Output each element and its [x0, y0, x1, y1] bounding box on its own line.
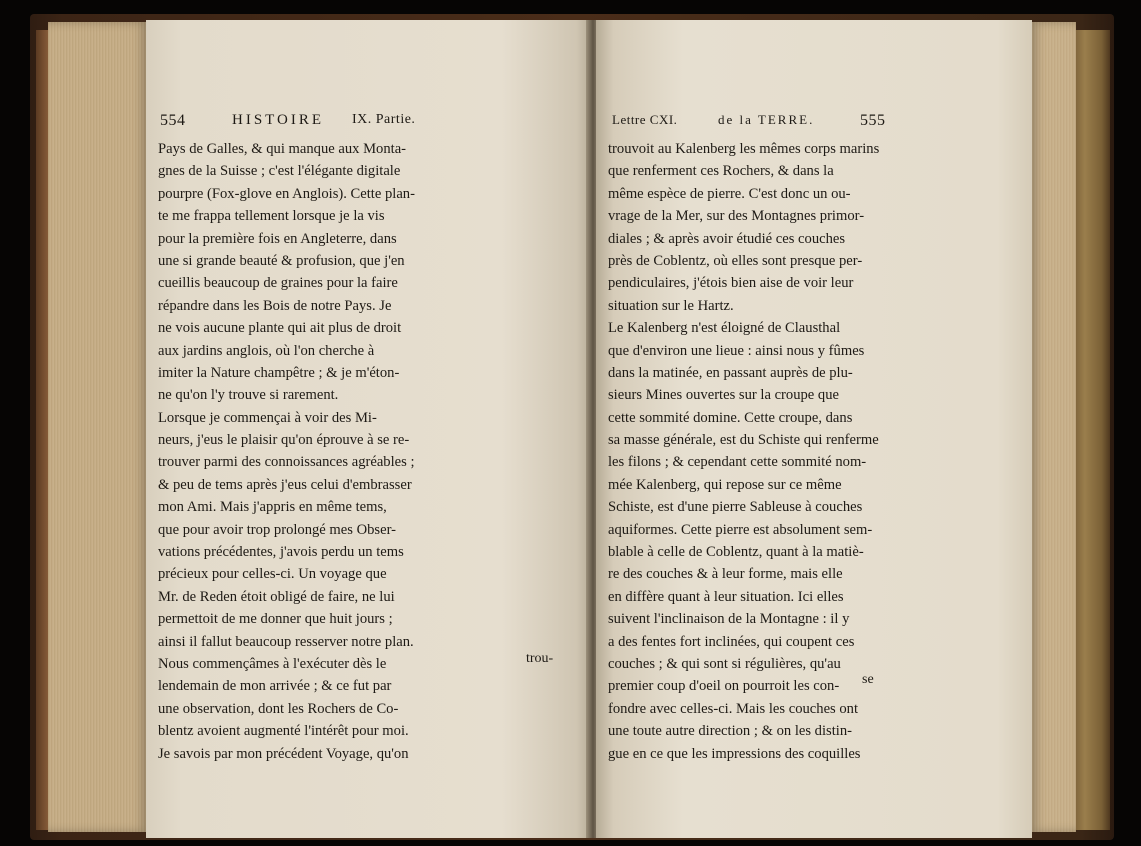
- left-text-line: imiter la Nature champêtre ; & je m'éton-: [158, 364, 400, 381]
- right-text-line: une toute autre direction ; & on les distin-: [608, 723, 852, 740]
- right-catchword: se: [862, 672, 874, 687]
- left-text-line: trouver parmi des connoissances agréables ;: [158, 454, 415, 471]
- right-text-line: dans la matinée, en passant auprès de plu-: [608, 364, 853, 381]
- left-text-line: répandre dans les Bois de notre Pays. Je: [158, 297, 392, 314]
- left-page-text: [158, 138, 572, 765]
- right-text-line: que renferment ces Rochers, & dans la: [608, 163, 834, 180]
- right-text-line: suivent l'inclinaison de la Montagne : il y: [608, 611, 850, 628]
- right-text-line: couches ; & qui sont si régulières, qu'au: [608, 655, 841, 672]
- left-part-label: IX. Partie.: [352, 112, 416, 127]
- right-text-line: pendiculaires, j'étois bien aise de voir leur: [608, 275, 854, 292]
- right-text-line: Schiste, est d'une pierre Sableuse à couches: [608, 499, 863, 516]
- right-text-line: les filons ; & cependant cette sommité nom-: [608, 454, 867, 471]
- left-text-line: lendemain de mon arrivée ; & ce fut par: [158, 678, 392, 695]
- right-running-title: de la TERRE.: [718, 112, 815, 127]
- right-text-line: diales ; & après avoir étudié ces couches: [608, 230, 846, 247]
- right-text-line: blable à celle de Coblentz, quant à la matiè-: [608, 544, 864, 561]
- left-text-line: ne vois aucune plante qui ait plus de droit: [158, 320, 402, 337]
- right-running-letter: Lettre CXI.: [612, 112, 678, 127]
- right-text-line: aquiformes. Cette pierre est absolument sem-: [608, 521, 873, 538]
- right-text-line: que d'environ une lieue : ainsi nous y fûmes: [608, 342, 865, 359]
- left-running-title: HISTOIRE: [232, 112, 325, 128]
- left-text-line: te me frappa tellement lorsque je la vis: [158, 208, 385, 225]
- left-text-line: ne qu'on l'y trouve si rarement.: [158, 387, 339, 404]
- left-text-line: Mr. de Reden étoit obligé de faire, ne lui: [158, 588, 395, 605]
- left-text-line: Je savois par mon précédent Voyage, qu'on: [158, 745, 409, 762]
- right-text-line: a des fentes fort inclinées, qui coupent ces: [608, 633, 855, 650]
- right-text-line: trouvoit au Kalenberg les mêmes corps marins: [608, 141, 880, 157]
- left-text-line: précieux pour celles-ci. Un voyage que: [158, 566, 387, 583]
- right-page: [596, 20, 1032, 838]
- left-text-line: ainsi il fallut beaucoup resserver notre plan.: [158, 633, 414, 650]
- left-text-line: & peu de tems après j'eus celui d'embrasser: [158, 476, 412, 493]
- right-page-number: 555: [860, 112, 886, 129]
- left-text-line: neurs, j'eus le plaisir qu'on éprouve à se re-: [158, 432, 410, 449]
- right-text-line: gue en ce que les impressions des coquilles: [608, 745, 861, 762]
- left-text-line: permettoit de me donner que huit jours ;: [158, 611, 393, 628]
- right-text-line: vrage de la Mer, sur des Montagnes primor-: [608, 208, 865, 225]
- left-text-line: mon Ami. Mais j'appris en même tems,: [158, 499, 387, 516]
- left-catchword: trou-: [526, 651, 554, 666]
- left-text-line: pour la première fois en Angleterre, dans: [158, 230, 397, 247]
- right-text-line: Le Kalenberg n'est éloigné de Clausthal: [608, 320, 841, 337]
- right-text-line: re des couches & à leur forme, mais elle: [608, 566, 843, 583]
- right-text-line: même espèce de pierre. C'est donc un ou-: [608, 185, 851, 202]
- left-text-line: Nous commençâmes à l'exécuter dès le: [158, 655, 387, 672]
- right-text-line: premier coup d'oeil on pourroit les con-: [608, 678, 840, 695]
- right-text-line: sieurs Mines ouvertes sur la croupe que: [608, 387, 840, 404]
- left-page: [146, 20, 590, 838]
- left-text-line: vations précédentes, j'avois perdu un tems: [158, 544, 404, 561]
- left-text-line: une observation, dont les Rochers de Co-: [158, 700, 399, 717]
- right-page-edges: [1030, 22, 1076, 832]
- right-text-line: sa masse générale, est du Schiste qui renferme: [608, 432, 879, 449]
- left-page-edges: [48, 22, 148, 832]
- right-text-line: en diffère quant à leur situation. Ici elles: [608, 588, 844, 605]
- left-text-line: Lorsque je commençai à voir des Mi-: [158, 409, 377, 426]
- left-text-line: que pour avoir trop prolongé mes Obser-: [158, 521, 397, 538]
- left-text-line: pourpre (Fox-glove en Anglois). Cette plan-: [158, 185, 415, 202]
- left-text-line: une si grande beauté & profusion, que j'en: [158, 252, 405, 269]
- left-text-line: cueillis beaucoup de graines pour la faire: [158, 275, 398, 292]
- left-page-number: 554: [160, 112, 186, 129]
- right-text-line: près de Coblentz, où elles sont presque per-: [608, 252, 863, 269]
- right-text-line: mée Kalenberg, qui repose sur ce même: [608, 476, 842, 493]
- left-text-line: gnes de la Suisse ; c'est l'élégante digitale: [158, 163, 401, 180]
- right-page-text: [608, 138, 884, 765]
- right-text-line: situation sur le Hartz.: [608, 297, 734, 314]
- left-text-line: Pays de Galles, & qui manque aux Monta-: [158, 141, 407, 157]
- right-text-line: fondre avec celles-ci. Mais les couches ont: [608, 700, 859, 717]
- right-text-line: cette sommité domine. Cette croupe, dans: [608, 409, 853, 426]
- left-text-line: aux jardins anglois, où l'on cherche à: [158, 342, 375, 359]
- left-text-line: blentz avoient augmenté l'intérêt pour moi.: [158, 723, 409, 740]
